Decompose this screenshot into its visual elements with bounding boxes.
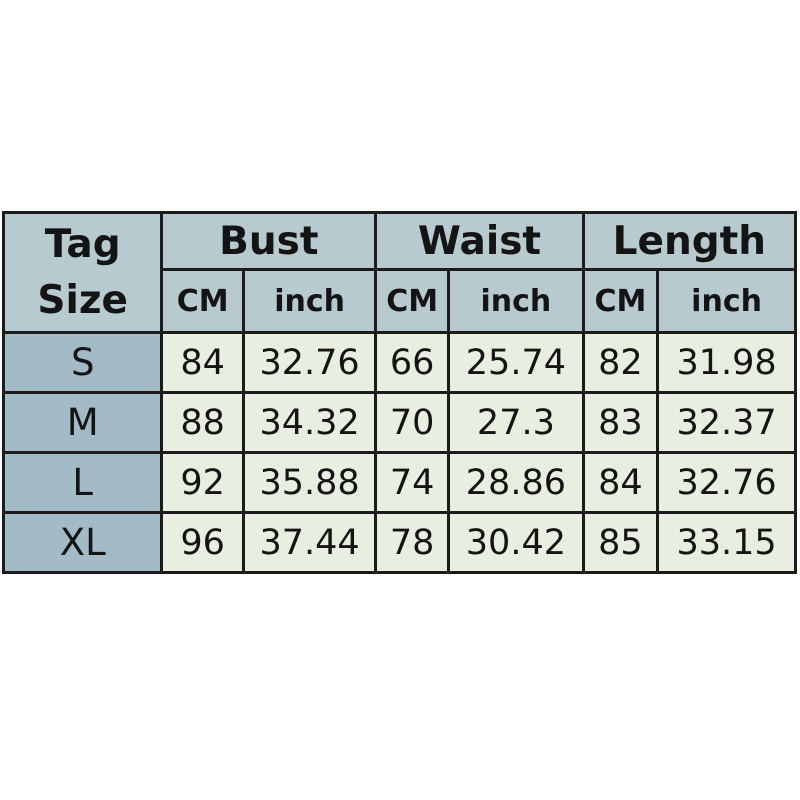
size-label: S [4, 333, 162, 393]
cell-waist-cm: 66 [376, 333, 449, 393]
size-label: XL [4, 513, 162, 573]
cell-bust-inch: 34.32 [243, 393, 375, 453]
cell-waist-inch: 28.86 [449, 453, 584, 513]
cell-bust-inch: 32.76 [243, 333, 375, 393]
unit-waist-inch: inch [449, 270, 584, 333]
cell-bust-inch: 37.44 [243, 513, 375, 573]
header-length: Length [583, 213, 795, 270]
table-row-s [4, 333, 796, 393]
header-waist: Waist [376, 213, 583, 270]
unit-length-inch: inch [658, 270, 796, 333]
cell-waist-cm: 78 [376, 513, 449, 573]
unit-waist-cm: CM [376, 270, 449, 333]
table-row-l [4, 453, 796, 513]
size-chart-table [2, 211, 797, 574]
header-tag-size-line2: Size [37, 277, 128, 323]
cell-waist-inch: 25.74 [449, 333, 584, 393]
cell-length-inch: 33.15 [658, 513, 796, 573]
cell-waist-inch: 27.3 [449, 393, 584, 453]
cell-bust-cm: 96 [162, 513, 244, 573]
cell-bust-cm: 88 [162, 393, 244, 453]
unit-bust-inch: inch [243, 270, 375, 333]
unit-bust-cm: CM [162, 270, 244, 333]
cell-bust-inch: 35.88 [243, 453, 375, 513]
header-bust: Bust [162, 213, 376, 270]
header-group-row [4, 213, 796, 270]
table-row-m [4, 393, 796, 453]
size-label: L [4, 453, 162, 513]
cell-bust-cm: 84 [162, 333, 244, 393]
size-label: M [4, 393, 162, 453]
header-tag-size-line1: Tag [44, 221, 121, 267]
cell-bust-cm: 92 [162, 453, 244, 513]
cell-length-cm: 82 [583, 333, 657, 393]
cell-length-inch: 32.76 [658, 453, 796, 513]
cell-waist-cm: 70 [376, 393, 449, 453]
cell-waist-cm: 74 [376, 453, 449, 513]
cell-waist-inch: 30.42 [449, 513, 584, 573]
cell-length-cm: 85 [583, 513, 657, 573]
header-tag-size [4, 213, 162, 333]
unit-length-cm: CM [583, 270, 657, 333]
cell-length-cm: 84 [583, 453, 657, 513]
cell-length-inch: 32.37 [658, 393, 796, 453]
cell-length-inch: 31.98 [658, 333, 796, 393]
table-row-xl [4, 513, 796, 573]
cell-length-cm: 83 [583, 393, 657, 453]
